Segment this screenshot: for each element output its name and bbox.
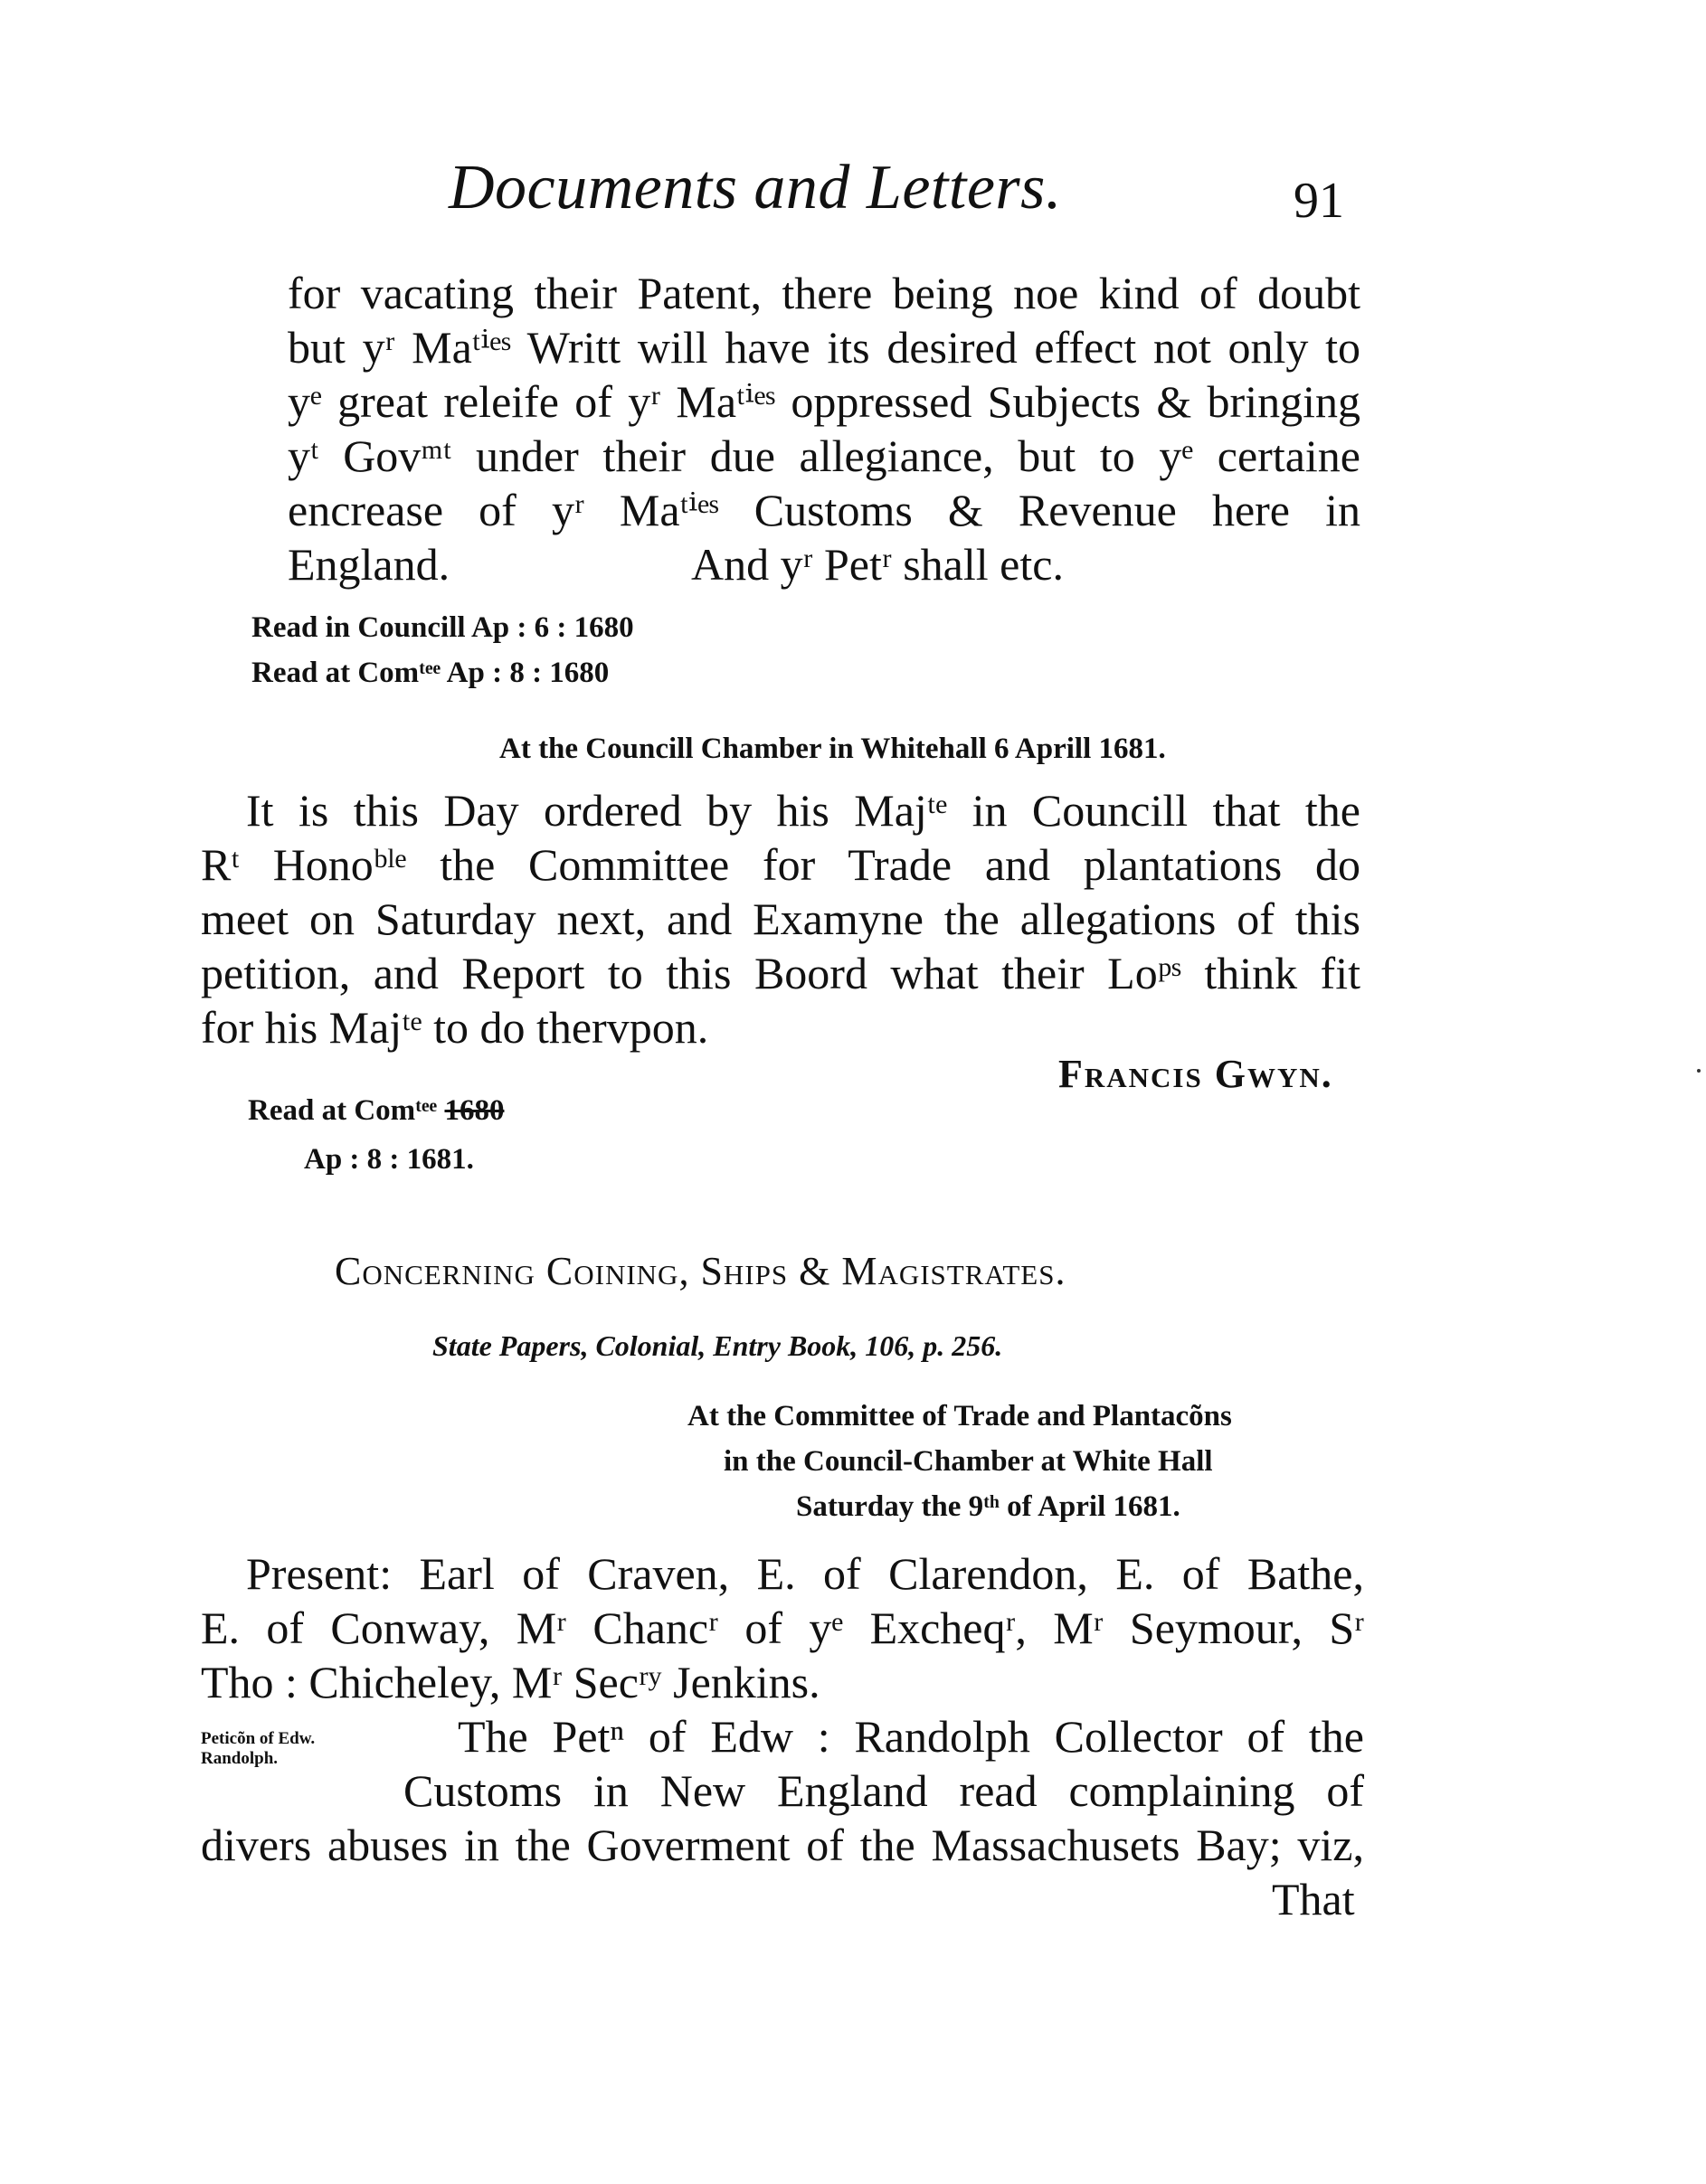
struck-year: 1680 [444,1094,505,1127]
petition-line: encrease of yʳ Maᵗⁱᵉˢ Customs & Revenue here in [288,485,1360,535]
petition-line: yᵗ Govᵐᵗ under their due allegiance, but to yᵉ certaine [288,430,1360,481]
petition-last-line-left: England. [288,539,450,590]
endorsement-2-line-2: Ap : 8 : 1681. [304,1143,474,1176]
endorsement-2-prefix: Read at Comᵗᵉᵉ [248,1094,438,1127]
present-line: E. of Conway, Mʳ Chancʳ of yᵉ Excheqʳ, Mʳ Seymour, Sʳ [201,1603,1364,1653]
committee-heading-line: At the Committee of Trade and Plantacõns [687,1400,1232,1432]
page-number: 91 [1294,173,1344,229]
present-last-line: Tho : Chicheley, Mʳ Secʳʸ Jenkins. [201,1657,820,1707]
petition-entry-line: The Petⁿ of Edw : Randolph Collector of the [458,1711,1364,1762]
petition-line: yᵉ great releife of yʳ Maᵗⁱᵉˢ oppressed Subjects & bringing [288,376,1360,427]
council-order-line: Rᵗ Honoᵇˡᵉ the Committee for Trade and plantations do [201,839,1360,890]
catchword: That [1272,1874,1355,1924]
margin-note-line: Randolph. [201,1749,279,1768]
stray-mark [1697,1069,1701,1073]
petition-entry-line: divers abuses in the Goverment of the Massachusets Bay; viz, [201,1820,1364,1870]
signature: Francis Gwyn. [1058,1052,1333,1096]
running-title: Documents and Letters. [449,153,1062,222]
endorsement-line: Read at Comᵗᵉᵉ Ap : 8 : 1680 [251,657,610,689]
section-title: Concerning Coining, Ships & Magistrates. [335,1249,1066,1293]
endorsement-2-line-1 [248,1094,504,1128]
petition-line: but yʳ Maᵗⁱᵉˢ Writt will have its desired effect not only to [288,322,1360,373]
council-order-line: petition, and Report to this Boord what their Loᵖˢ think fit [201,948,1360,998]
source-citation: State Papers, Colonial, Entry Book, 106, p. 256. [432,1329,1003,1362]
council-order-line: meet on Saturday next, and Examyne the allegations of this [201,893,1360,944]
council-order-last-line: for his Majᵗᵉ to do thervpon. [201,1002,709,1053]
committee-heading-line: in the Council-Chamber at White Hall [724,1445,1213,1478]
petition-entry-line: Customs in New England read complaining of [403,1765,1364,1816]
endorsement-line: Read in Councill Ap : 6 : 1680 [251,611,634,644]
council-order-line: It is this Day ordered by his Majᵗᵉ in Councill that the [246,785,1360,836]
petition-last-line-right: And yʳ Petʳ shall etc. [691,539,1064,590]
petition-line: for vacating their Patent, there being noe kind of doubt [288,268,1360,318]
present-line: Present: Earl of Craven, E. of Clarendon, E. of Bathe, [246,1548,1364,1599]
committee-heading-line: Saturday the 9ᵗʰ of April 1681. [796,1490,1180,1523]
council-order-heading: At the Councill Chamber in Whitehall 6 Aprill 1681. [499,733,1166,765]
margin-note-line: Peticõn of Edw. [201,1729,316,1748]
